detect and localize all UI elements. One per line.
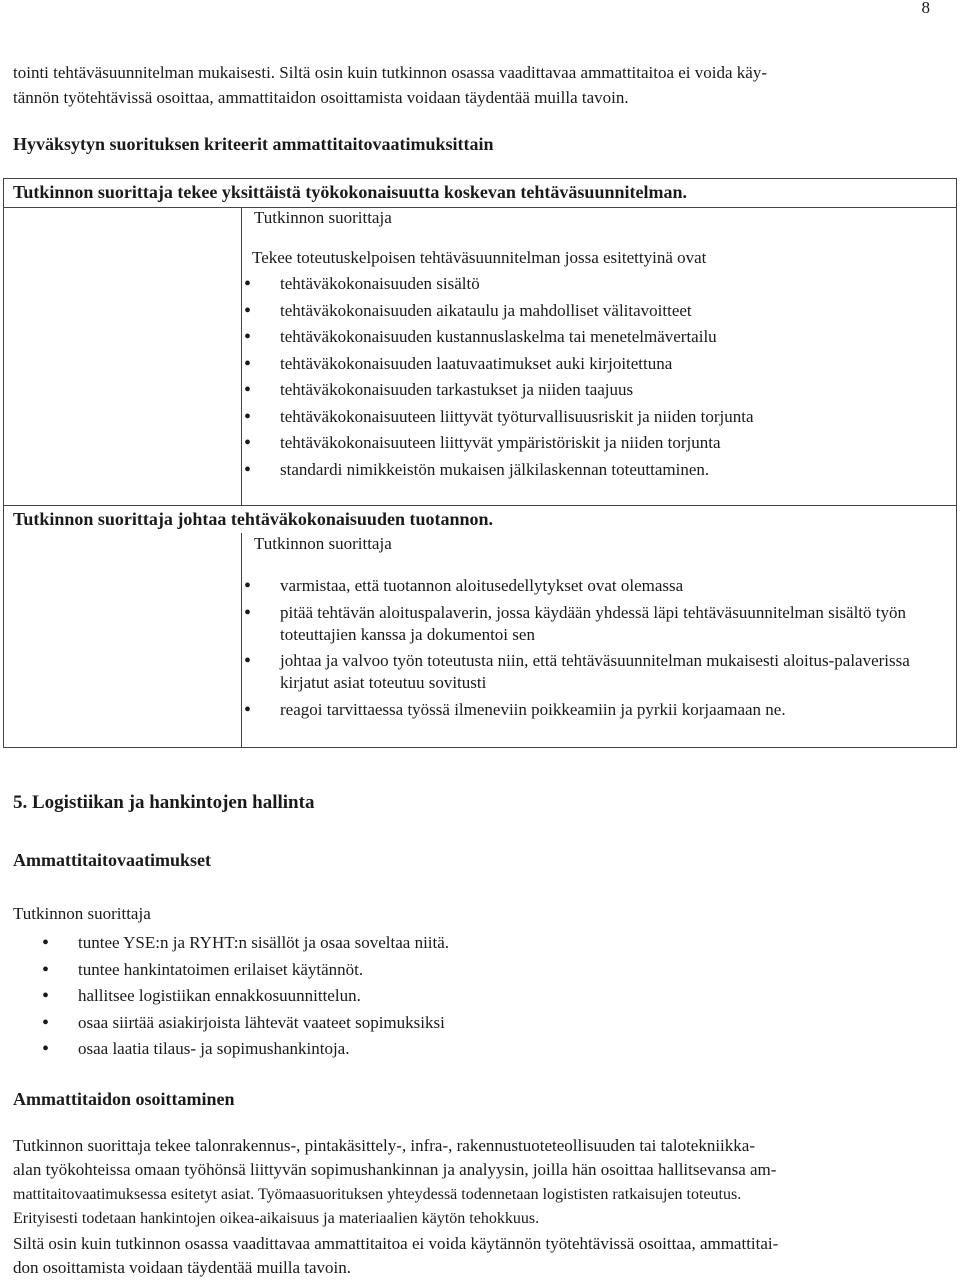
list-item: • tehtäväkokonaisuuden laatuvaatimukset auki kirjoitettuna bbox=[244, 351, 944, 378]
demo-line: Tutkinnon suorittaja tekee talonrakennus-, pintakäsittely-, infra-, rakennustuoteteollisuuden tai talotekniikka- bbox=[13, 1136, 755, 1155]
list-item: • tehtäväkokonaisuuteen liittyvät ympäristöriskit ja niiden torjunta bbox=[244, 430, 944, 457]
row-2-heading: Tutkinnon suorittaja johtaa tehtäväkokonaisuuden tuotannon. bbox=[13, 509, 493, 529]
list-item: • pitää tehtävän aloituspalaverin, jossa käydään yhdessä läpi tehtäväsuunnitelman sisältö työn toteuttajien kanssa ja dokumentoi sen bbox=[244, 602, 934, 646]
demonstration-heading: Ammattitaidon osoittaminen bbox=[13, 1089, 235, 1109]
table-left-column-1 bbox=[241, 207, 242, 505]
list-item: • hallitsee logistiikan ennakkosuunnittelun. bbox=[42, 983, 922, 1010]
row-1-label: Tutkinnon suorittaja bbox=[254, 208, 392, 227]
list-item: • standardi nimikkeistön mukaisen jälkilaskennan toteuttaminen. bbox=[244, 457, 944, 484]
section-title: 5. Logistiikan ja hankintojen hallinta bbox=[13, 792, 315, 813]
list-item: • osaa siirtää asiakirjoista lähtevät vaateet sopimuksiksi bbox=[42, 1010, 922, 1037]
table-row-1-header bbox=[4, 179, 956, 208]
list-item: • tuntee YSE:n ja RYHT:n sisällöt ja osaa soveltaa niitä. bbox=[42, 930, 922, 957]
intro-line-1: tointi tehtäväsuunnitelman mukaisesti. Siltä osin kuin tutkinnon osassa vaadittavaa ammattitaitoa ei voida käy- bbox=[13, 63, 767, 82]
list-item: • tehtäväkokonaisuuden sisältö bbox=[244, 271, 944, 298]
row-1-lead: Tekee toteutuskelpoisen tehtäväsuunnitelman jossa esitettyinä ovat bbox=[252, 248, 707, 267]
list-item: • tehtäväkokonaisuuden aikataulu ja mahdolliset välitavoitteet bbox=[244, 298, 944, 325]
table-row-2-header bbox=[4, 505, 956, 534]
section-label: Tutkinnon suorittaja bbox=[13, 904, 151, 923]
list-item: • tuntee hankintatoimen erilaiset käytännöt. bbox=[42, 957, 922, 984]
table-left-column-2 bbox=[241, 533, 242, 747]
list-item: • johtaa ja valvoo työn toteutusta niin, että tehtäväsuunnitelman mukaisesti aloitus-palaverissa kirjatut asiat toteutuu sovitusti bbox=[244, 650, 934, 694]
criteria-table bbox=[3, 178, 957, 748]
intro-line-2: tännön työtehtävissä osoittaa, ammattitaidon osoittamista voidaan täydentää muilla tavoin. bbox=[13, 88, 629, 107]
list-item: • varmistaa, että tuotannon aloitusedellytykset ovat olemassa bbox=[244, 575, 934, 597]
row-2-label: Tutkinnon suorittaja bbox=[254, 534, 392, 553]
row-2-list bbox=[244, 575, 934, 725]
list-item: • reagoi tarvittaessa työssä ilmeneviin poikkeamiin ja pyrkii korjaamaan ne. bbox=[244, 699, 934, 721]
demo-line: alan työkohteissa omaan työhönsä liittyvän sopimushankinnan ja analyysin, joilla hän osoittaa hallitsevansa am- bbox=[13, 1160, 777, 1179]
row-1-list bbox=[244, 271, 944, 483]
demo-line: Erityisesti todetaan hankintojen oikea-aikaisuus ja materiaalien käytön tehokkuus. bbox=[13, 1210, 540, 1227]
list-item: • tehtäväkokonaisuuden kustannuslaskelma tai menetelmävertailu bbox=[244, 324, 944, 351]
list-item: • osaa laatia tilaus- ja sopimushankintoja. bbox=[42, 1036, 922, 1063]
criteria-heading: Hyväksytyn suorituksen kriteerit ammattitaitovaatimuksittain bbox=[13, 134, 494, 154]
row-1-heading: Tutkinnon suorittaja tekee yksittäistä työkokonaisuutta koskevan tehtäväsuunnitelman. bbox=[13, 182, 687, 202]
page-number: 8 bbox=[921, 0, 930, 17]
list-item: • tehtäväkokonaisuuteen liittyvät työturvallisuusriskit ja niiden torjunta bbox=[244, 404, 944, 431]
demo-line: don osoittamista voidaan täydentää muilla tavoin. bbox=[13, 1258, 352, 1277]
requirements-list bbox=[42, 930, 922, 1063]
list-item: • tehtäväkokonaisuuden tarkastukset ja niiden taajuus bbox=[244, 377, 944, 404]
demo-line: mattitaitovaatimuksessa esitetyt asiat. Työmaasuorituksen yhteydessä todennetaan logististen ratkaisujen toteutus. bbox=[13, 1186, 742, 1203]
demo-line: Siltä osin kuin tutkinnon osassa vaadittavaa ammattitaitoa ei voida käytännön työtehtävissä osoittaa, ammattitai- bbox=[13, 1234, 779, 1253]
requirements-heading: Ammattitaitovaatimukset bbox=[13, 850, 211, 870]
